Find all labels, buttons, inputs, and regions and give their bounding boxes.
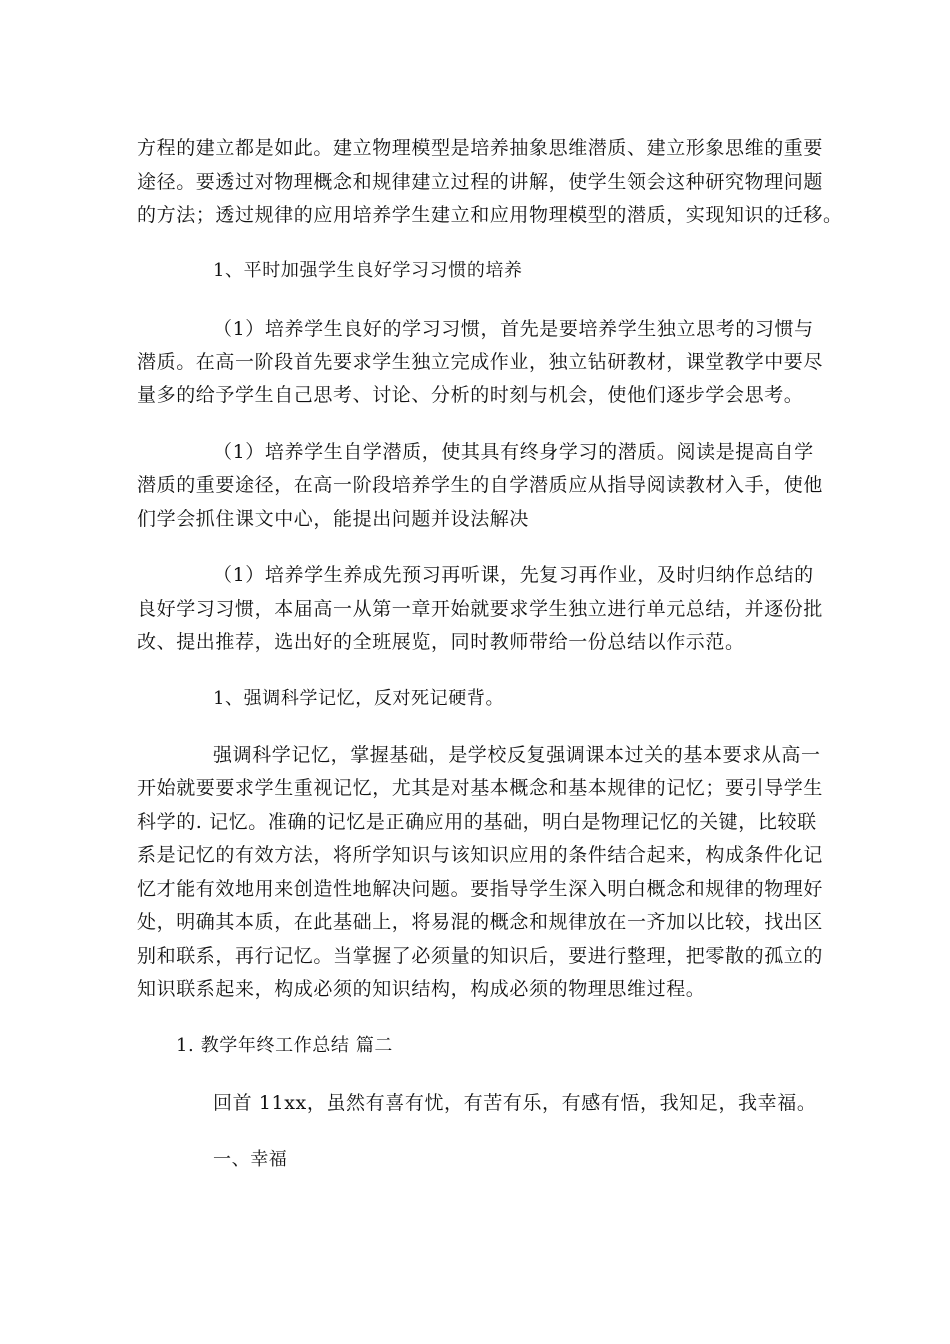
section-heading-memory: 1、强调科学记忆，反对死记硬背。 [213,688,505,709]
memory-line-5: 忆才能有效地用来创造性地解决问题。要指导学生深入明白概念和规律的物理好 [137,878,824,900]
intro-line-3: 的方法；透过规律的应用培养学生建立和应用物理模型的潜质，实现知识的迁移。 [137,204,843,226]
memory-line-4: 系是记忆的有效方法，将所学知识与该知识应用的条件结合起来，构成条件化记 [137,844,824,866]
memory-line-1: 强调科学记忆，掌握基础，是学校反复强调课本过关的基本要求从高一 [213,744,821,766]
intro-line-1: 方程的建立都是如此。建立物理模型是培养抽象思维潜质、建立形象思维的重要 [137,137,824,159]
item-3-line-2: 良好学习习惯，本届高一从第一章开始就要求学生独立进行单元总结，并逐份批 [137,598,824,620]
section-heading-habits: 1、平时加强学生良好学习习惯的培养 [213,260,523,281]
item-2-line-2: 潜质的重要途径，在高一阶段培养学生的自学潜质应从指导阅读教材入手，使他 [137,474,824,496]
section-title-part-two: 1. 教学年终工作总结 篇二 [176,1035,394,1056]
memory-line-6: 处，明确其本质，在此基础上，将易混的概念和规律放在一齐加以比较，找出区 [137,911,824,933]
item-2-line-1: （1）培养学生自学潜质，使其具有终身学习的潜质。阅读是提高自学 [213,441,814,463]
memory-line-2: 开始就要要求学生重视记忆，尤其是对基本概念和基本规律的记忆；要引导学生 [137,777,824,799]
memory-line-3: 科学的. 记忆。准确的记忆是正确应用的基础，明白是物理记忆的关键，比较联 [137,811,817,833]
retrospect-line: 回首 11xx，虽然有喜有忧，有苦有乐，有感有悟，我知足，我幸福。 [213,1092,817,1114]
memory-line-7: 别和联系，再行记忆。当掌握了必须量的知识后，要进行整理，把零散的孤立的 [137,945,824,967]
item-1-line-1: （1）培养学生良好的学习习惯，首先是要培养学生独立思考的习惯与 [213,318,814,340]
item-1-line-3: 量多的给予学生自己思考、讨论、分析的时刻与机会，使他们逐步学会思考。 [137,384,804,406]
item-1-line-2: 潜质。在高一阶段首先要求学生独立完成作业，独立钻研教材，课堂教学中要尽 [137,351,824,373]
item-3-line-3: 改、提出推荐，选出好的全班展览，同时教师带给一份总结以作示范。 [137,631,745,653]
memory-line-8: 知识联系起来，构成必须的知识结构，构成必须的物理思维过程。 [137,978,706,1000]
item-2-line-3: 们学会抓住课文中心，能提出问题并设法解决 [137,508,530,530]
item-3-line-1: （1）培养学生养成先预习再听课，先复习再作业，及时归纳作总结的 [213,564,814,586]
subheading-happiness: 一、幸福 [213,1149,288,1170]
intro-line-2: 途径。要透过对物理概念和规律建立过程的讲解，使学生领会这种研究物理问题 [137,171,824,193]
